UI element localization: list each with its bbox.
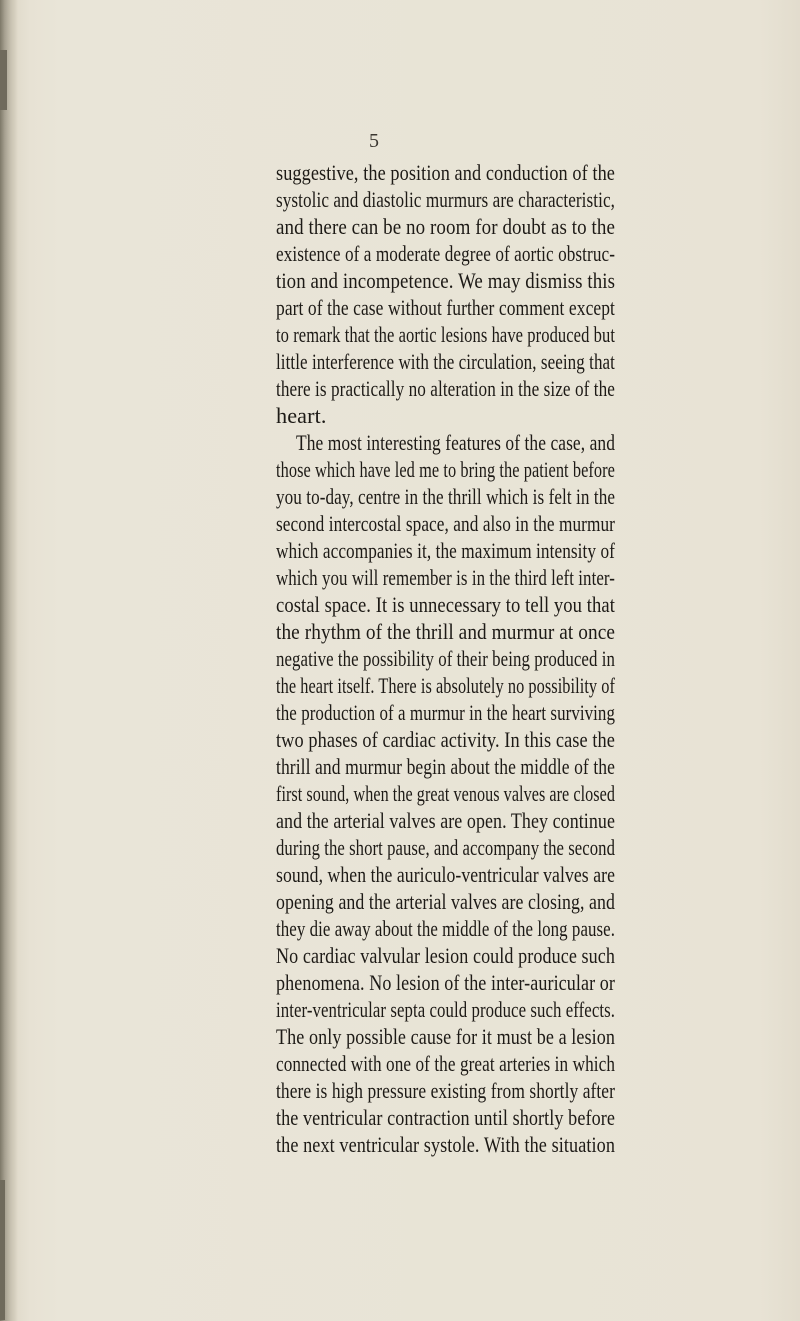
binding-mark	[0, 1180, 5, 1320]
text-line: sound, when the auriculo-ventricular valves are	[276, 862, 615, 887]
text-line: costal space. It is unnecessary to tell you that	[276, 592, 615, 617]
text-line: No cardiac valvular lesion could produce such	[276, 943, 615, 968]
text-line: you to-day, centre in the thrill which is felt in the	[276, 484, 615, 509]
text-line: and the arterial valves are open. They continue	[276, 808, 615, 833]
text-line: first sound, when the great venous valves are closed	[276, 781, 615, 806]
text-line: there is high pressure existing from shortly after	[276, 1078, 615, 1103]
text-line: suggestive, the position and conduction of the	[276, 160, 615, 185]
text-line: phenomena. No lesion of the inter-auricular or	[276, 970, 615, 995]
text-line: the ventricular contraction until shortly before	[276, 1105, 615, 1130]
text-line: The most interesting features of the case, and	[296, 430, 615, 455]
text-line: second intercostal space, and also in the murmur	[276, 511, 615, 536]
text-line: which accompanies it, the maximum intensity of	[276, 538, 615, 563]
text-line: two phases of cardiac activity. In this case the	[276, 727, 615, 752]
text-line: those which have led me to bring the patient before	[276, 457, 615, 482]
text-line: The only possible cause for it must be a lesion	[276, 1024, 615, 1049]
text-line: they die away about the middle of the long pause.	[276, 916, 615, 941]
text-line: the rhythm of the thrill and murmur at once	[276, 619, 615, 644]
text-line: the heart itself. There is absolutely no possibility of	[276, 673, 615, 698]
text-line: tion and incompetence. We may dismiss this	[276, 268, 615, 293]
text-line: which you will remember is in the third left inter-	[276, 565, 615, 590]
binding-shadow	[0, 0, 18, 1321]
text-line: the production of a murmur in the heart surviving	[276, 700, 615, 725]
text-line: little interference with the circulation, seeing that	[276, 349, 615, 374]
text-line: heart.	[276, 403, 327, 428]
text-line: opening and the arterial valves are closing, and	[276, 889, 615, 914]
text-line: connected with one of the great arteries in which	[276, 1051, 615, 1076]
text-line: part of the case without further comment except	[276, 295, 615, 320]
text-line: and there can be no room for doubt as to the	[276, 214, 615, 239]
text-line: negative the possibility of their being produced in	[276, 646, 615, 671]
text-line: systolic and diastolic murmurs are characteristic,	[276, 187, 615, 212]
binding-mark	[0, 50, 7, 110]
text-line: thrill and murmur begin about the middle of the	[276, 754, 615, 779]
page-number: 5	[369, 130, 379, 152]
text-line: during the short pause, and accompany the second	[276, 835, 615, 860]
text-line: the next ventricular systole. With the situation	[276, 1132, 615, 1157]
text-line: there is practically no alteration in the size of the	[276, 376, 615, 401]
text-line: existence of a moderate degree of aortic obstruc-	[276, 241, 615, 266]
text-line: inter-ventricular septa could produce such effects.	[276, 997, 615, 1022]
text-line: to remark that the aortic lesions have produced but	[276, 322, 615, 347]
